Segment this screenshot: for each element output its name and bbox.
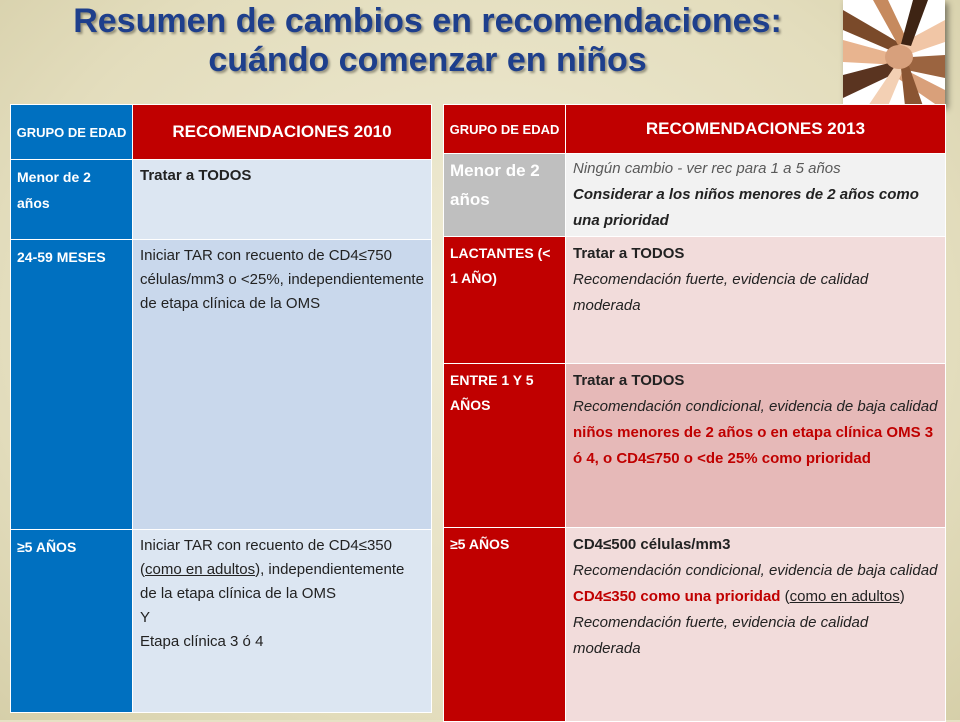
table-2013-header-recs: RECOMENDACIONES 2013 bbox=[566, 105, 946, 154]
table-2013-header-group: GRUPO DE EDAD bbox=[444, 105, 566, 154]
age-group-cell: Menor de 2 años bbox=[11, 160, 133, 240]
rec-text-part2: ), independientemente de la etapa clínica de la OMS bbox=[140, 561, 405, 602]
rec-text-stage: Etapa clínica 3 ó 4 bbox=[140, 633, 264, 650]
rec-line-1: Tratar a TODOS bbox=[573, 372, 685, 389]
slide-title bbox=[20, 2, 835, 80]
age-group-cell: ENTRE 1 Y 5 AÑOS bbox=[444, 364, 566, 528]
rec-line-2: Recomendación fuerte, evidencia de calidad moderada bbox=[573, 271, 869, 314]
recommendation-cell: Iniciar TAR con recuento de CD4≤750 células/mm3 o <25%, independientemente de etapa clínica de la OMS bbox=[133, 240, 432, 530]
title-line-2: cuándo comenzar en niños bbox=[208, 41, 647, 79]
recommendation-cell bbox=[566, 364, 946, 528]
hands-photo bbox=[843, 0, 945, 106]
table-row bbox=[444, 154, 946, 237]
age-group-cell: 24-59 MESES bbox=[11, 240, 133, 530]
rec-line-3-close: ) bbox=[899, 588, 905, 605]
rec-line-2: Considerar a los niños menores de 2 años como una prioridad bbox=[573, 186, 919, 229]
age-group-cell: Menor de 2 años bbox=[444, 154, 566, 237]
recommendations-2010-table bbox=[10, 104, 432, 713]
rec-line-3: niños menores de 2 años o en etapa clínica OMS 3 ó 4, o CD4≤750 o <de 25% como prioridad bbox=[573, 424, 934, 467]
age-group-cell: LACTANTES (< 1 AÑO) bbox=[444, 237, 566, 364]
table-row bbox=[444, 528, 946, 722]
table-row bbox=[11, 160, 432, 240]
age-group-cell: ≥5 AÑOS bbox=[11, 530, 133, 713]
rec-text-y: Y bbox=[140, 609, 151, 626]
rec-line-4: Recomendación fuerte, evidencia de calidad moderada bbox=[573, 614, 869, 657]
table-2010-header-recs: RECOMENDACIONES 2010 bbox=[133, 105, 432, 160]
rec-text-underline: como en adultos bbox=[145, 561, 256, 578]
table-row bbox=[11, 240, 432, 530]
recommendation-cell bbox=[566, 237, 946, 364]
table-2010-header-row bbox=[11, 105, 432, 160]
rec-line-1: Ningún cambio - ver rec para 1 a 5 años bbox=[573, 160, 841, 177]
rec-line-3 bbox=[573, 584, 939, 610]
rec-line-2: Recomendación condicional, evidencia de baja calidad bbox=[573, 562, 938, 579]
rec-line-1: Tratar a TODOS bbox=[573, 245, 685, 262]
table-row bbox=[444, 237, 946, 364]
table-row bbox=[11, 530, 432, 713]
rec-line-1: CD4≤500 células/mm3 bbox=[573, 536, 731, 553]
table-2010-header-group: GRUPO DE EDAD bbox=[11, 105, 133, 160]
recommendation-cell bbox=[566, 528, 946, 722]
rec-line-3-priority: CD4≤350 como una prioridad bbox=[573, 588, 781, 605]
hands-illustration-icon bbox=[843, 0, 945, 106]
age-group-cell: ≥5 AÑOS bbox=[444, 528, 566, 722]
recommendation-cell bbox=[566, 154, 946, 237]
title-line-1: Resumen de cambios en recomendaciones: bbox=[73, 2, 782, 40]
recommendation-cell: Tratar a TODOS bbox=[133, 160, 432, 240]
rec-text-part1: Iniciar TAR con recuento de CD4≤350 ( bbox=[140, 537, 392, 578]
recommendation-cell bbox=[133, 530, 432, 713]
rec-line-3-open: ( bbox=[780, 588, 790, 605]
recommendations-2013-table bbox=[443, 104, 946, 722]
table-row bbox=[444, 364, 946, 528]
rec-line-2: Recomendación condicional, evidencia de baja calidad bbox=[573, 398, 938, 415]
table-2013-header-row bbox=[444, 105, 946, 154]
rec-line-3-underline: como en adultos bbox=[789, 588, 900, 605]
